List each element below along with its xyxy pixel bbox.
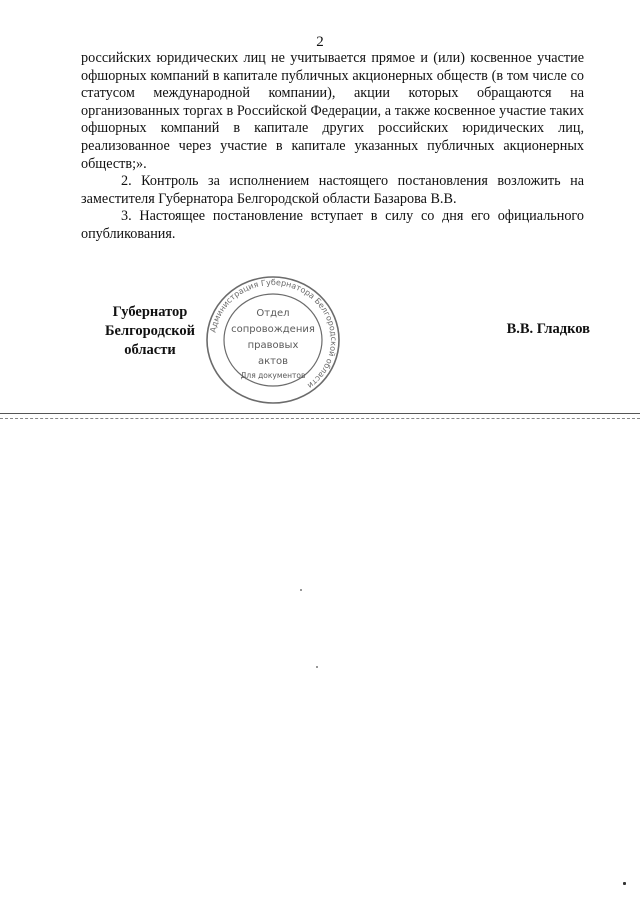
paragraph-item-3: 3. Настоящее постановление вступает в силу со дня его официального опубликования. — [81, 208, 584, 242]
stamp-inner-line4: актов — [257, 356, 289, 367]
signatory-title-line2: Белгородской области — [104, 323, 196, 358]
page-number: 2 — [316, 34, 324, 50]
stamp-inner-line2: сопровождения — [231, 324, 315, 335]
scan-speck — [300, 589, 302, 591]
signatory-title-line1: Губернатор — [112, 304, 188, 320]
official-stamp — [198, 270, 348, 410]
scan-speck — [623, 882, 626, 885]
paragraph-item-2: 2. Контроль за исполнением настоящего постановления возложить на заместителя Губернатора Белгородской области Базарова В.В. — [81, 173, 584, 207]
document-body — [81, 50, 584, 244]
stamp-bottom-text: Для документов — [240, 371, 306, 380]
scan-speck — [316, 666, 318, 668]
divider-line-dashed — [0, 418, 640, 419]
paragraph-continuation: российских юридических лиц не учитывается прямое и (или) косвенное участие офшорных компаний в капитале публичных акционерных обществ (в том числе со статусом международной компании), акции которых обращаются на организованных торгах в Российской Федерации, а также косвенное участие таких офшорных компаний в капитале других российских юридических лиц, реализованное через участие в капитале указанных публичных акционерных обществ;». — [81, 50, 584, 172]
stamp-inner-line1: Отдел — [256, 308, 290, 319]
stamp-inner-line3: правовых — [247, 340, 299, 351]
signatory-name: В.В. Гладков — [506, 321, 590, 337]
divider-line — [0, 413, 640, 414]
stamp-ring-text: Администрация Губернатора Белгородской области — [208, 277, 339, 391]
